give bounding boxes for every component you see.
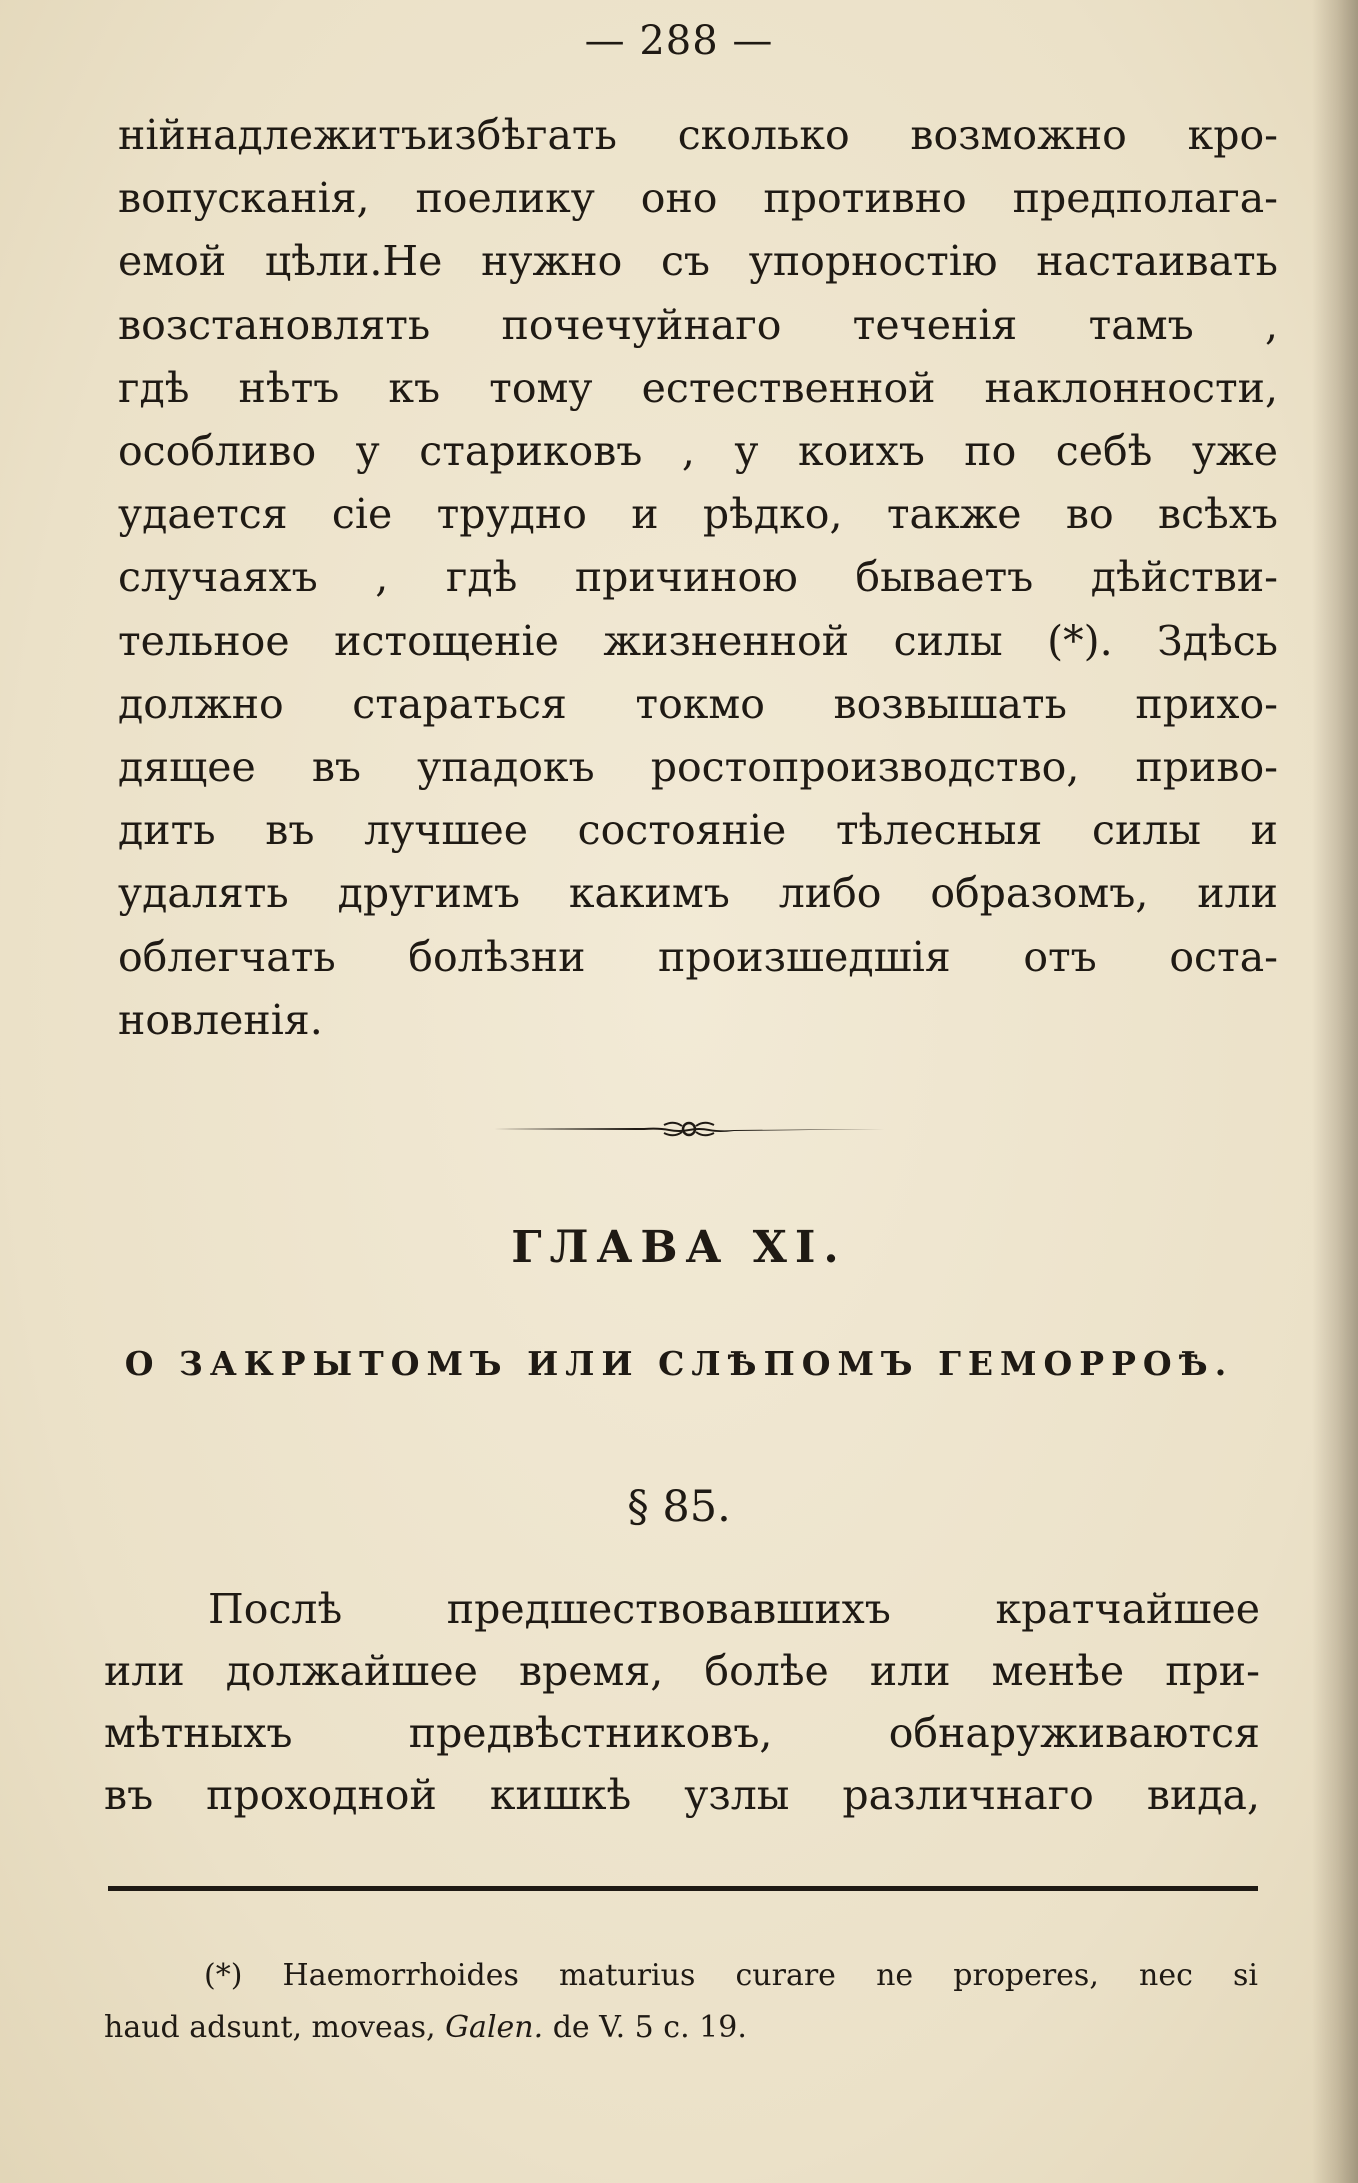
footnote-line bbox=[104, 2002, 1258, 2054]
paragraph-line: новленія. bbox=[118, 995, 323, 1044]
paragraph-line: дящее въ упадокъ ростопроизводство, приво- bbox=[118, 743, 1278, 792]
chapter-subtitle: О ЗАКРЫТОМЪ ИЛИ СЛѢПОМЪ ГЕМОРРОѢ. bbox=[124, 1344, 1234, 1383]
footnote bbox=[104, 1950, 1258, 2054]
section-line: въ проходной кишкѣ узлы различнаго вида, bbox=[104, 1771, 1260, 1819]
section-line: мѣтныхъ предвѣстниковъ, обнаруживаются bbox=[104, 1709, 1260, 1757]
paragraph-line: должно стараться токмо возвышать прихо- bbox=[118, 679, 1278, 728]
footnote-line: (*) Haemorrhoides maturius curare ne properes, nec si bbox=[204, 1958, 1258, 1993]
paragraph-line: емой цѣли.Не нужно съ упорностію настаивать bbox=[118, 237, 1278, 286]
page-number: — 288 — bbox=[584, 18, 774, 64]
section-line: Послѣ предшествовавшихъ кратчайшее bbox=[208, 1585, 1260, 1633]
footnote-source: Galen. bbox=[445, 2010, 544, 2045]
paragraph-line: облегчать болѣзни произшедшія отъ оста- bbox=[118, 932, 1278, 981]
paragraph-line: тельное истощеніе жизненной силы (*). Здѣсь bbox=[118, 616, 1278, 665]
paragraph-line: возстановлять почечуйнаго теченія тамъ , bbox=[118, 300, 1278, 349]
section-paragraph bbox=[104, 1578, 1260, 1826]
ornament-divider bbox=[494, 1114, 884, 1144]
paragraph-line: гдѣ нѣтъ къ тому естественной наклонности, bbox=[118, 363, 1278, 412]
chapter-title: ГЛАВА XI. bbox=[511, 1222, 847, 1273]
paragraph-line: особливо у стариковъ , у коихъ по себѣ уже bbox=[118, 427, 1278, 476]
paragraph-line: удается сіе трудно и рѣдко, также во всѣхъ bbox=[118, 490, 1278, 539]
paragraph-line: нійнадлежитъизбѣгать сколько возможно кро- bbox=[118, 111, 1278, 159]
section-number: § 85. bbox=[627, 1482, 731, 1532]
paragraph-line: дить въ лучшее состояніе тѣлесныя силы и bbox=[118, 806, 1278, 855]
page-gutter-shadow bbox=[1312, 0, 1358, 2183]
paragraph-line: вопусканія, поелику оно противно предполага- bbox=[118, 174, 1278, 223]
footnote-rule bbox=[108, 1886, 1258, 1891]
paragraph-line: удалять другимъ какимъ либо образомъ, или bbox=[118, 869, 1278, 918]
paragraph-line: случаяхъ , гдѣ причиною бываетъ дѣйстви- bbox=[118, 553, 1278, 602]
body-paragraph bbox=[118, 104, 1278, 1052]
section-line: или должайшее время, болѣе или менѣе при- bbox=[104, 1647, 1260, 1695]
footnote-text: haud adsunt, moveas, bbox=[104, 2010, 446, 2045]
footnote-reference: de V. 5 c. 19. bbox=[543, 2010, 747, 2045]
